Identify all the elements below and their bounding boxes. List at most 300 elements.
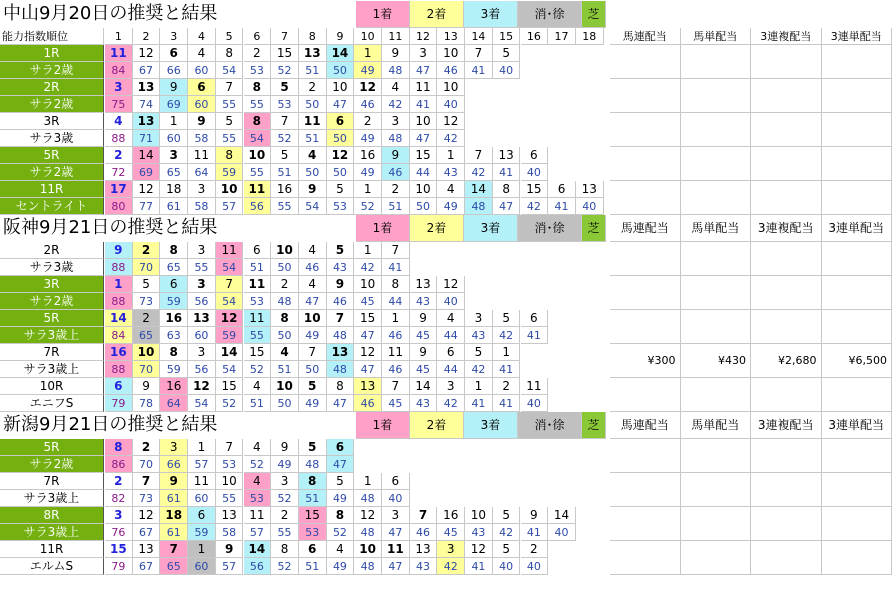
index-value: 65	[160, 259, 188, 276]
horse-number: 11	[299, 113, 327, 130]
index-value: 71	[133, 130, 161, 147]
payout-value	[610, 45, 681, 79]
race-class: サラ2歳	[0, 164, 104, 181]
horse-number: 6	[548, 181, 576, 198]
index-value: 46	[299, 259, 327, 276]
legend-2: 2着	[410, 412, 464, 439]
index-value: 53	[271, 96, 299, 113]
race-number[interactable]: 5R	[0, 439, 104, 456]
index-value: 66	[160, 456, 188, 473]
index-value: 55	[188, 259, 216, 276]
index-value: 43	[410, 558, 438, 575]
payout-value	[751, 310, 822, 344]
payout-value	[610, 276, 681, 310]
rank-header-18: 18	[576, 28, 604, 45]
index-value: 84	[105, 62, 133, 79]
index-value: 47	[327, 395, 355, 412]
rank-header-7: 7	[271, 28, 299, 45]
index-value: 48	[382, 62, 410, 79]
horse-number: 16	[105, 344, 133, 361]
payout-value	[610, 541, 681, 575]
index-value: 88	[105, 293, 133, 310]
index-value: 51	[244, 395, 272, 412]
index-value: 88	[105, 361, 133, 378]
rank-header-8: 8	[299, 28, 327, 45]
race-class: サラ3歳	[0, 259, 104, 276]
index-value: 60	[188, 96, 216, 113]
index-value: 42	[493, 327, 521, 344]
horse-number: 2	[299, 79, 327, 96]
index-value: 46	[382, 327, 410, 344]
payout-value	[751, 473, 822, 507]
legend-5: 芝	[582, 1, 606, 28]
horse-number: 10	[437, 79, 465, 96]
payout-value	[681, 113, 752, 147]
horse-number: 6	[521, 310, 549, 327]
horse-number: 14	[133, 147, 161, 164]
horse-number: 6	[327, 113, 355, 130]
index-value: 52	[216, 395, 244, 412]
index-value: 47	[382, 524, 410, 541]
index-value: 41	[410, 96, 438, 113]
rank-header-6: 6	[244, 28, 272, 45]
payout-value	[610, 79, 681, 113]
index-value: 46	[327, 293, 355, 310]
index-value: 69	[160, 96, 188, 113]
index-value: 45	[410, 361, 438, 378]
horse-number: 12	[354, 344, 382, 361]
horse-number: 11	[105, 45, 133, 62]
horse-number: 5	[465, 344, 493, 361]
horse-number: 15	[244, 344, 272, 361]
index-value: 60	[160, 130, 188, 147]
horse-number: 5	[327, 181, 355, 198]
index-value: 40	[521, 558, 549, 575]
index-value: 41	[465, 395, 493, 412]
index-value: 64	[188, 164, 216, 181]
index-value: 42	[437, 130, 465, 147]
index-value: 60	[188, 327, 216, 344]
race-number[interactable]: 8R	[0, 507, 104, 524]
race-class: セントライト	[0, 198, 104, 215]
index-value: 73	[133, 293, 161, 310]
index-value: 48	[354, 490, 382, 507]
horse-number: 14	[327, 45, 355, 62]
index-value: 47	[410, 62, 438, 79]
index-value: 79	[105, 395, 133, 412]
index-value: 54	[216, 259, 244, 276]
race-number[interactable]: 7R	[0, 344, 104, 361]
horse-number: 13	[576, 181, 604, 198]
payout-header-1: 馬連配当	[610, 215, 681, 242]
index-value: 53	[244, 490, 272, 507]
horse-number: 5	[327, 473, 355, 490]
race-number[interactable]: 1R	[0, 45, 104, 62]
horse-number: 5	[493, 507, 521, 524]
payout-value: ¥430	[681, 344, 752, 378]
horse-number: 9	[216, 541, 244, 558]
horse-number: 1	[188, 541, 216, 558]
race-number[interactable]: 5R	[0, 147, 104, 164]
rank-header-14: 14	[465, 28, 493, 45]
race-number[interactable]: 7R	[0, 473, 104, 490]
horse-number: 4	[299, 242, 327, 259]
payout-value	[822, 242, 893, 276]
payout-value	[610, 507, 681, 541]
horse-number: 13	[354, 378, 382, 395]
index-value: 55	[244, 327, 272, 344]
legend-4: 消･徐	[518, 1, 582, 28]
race-class: サラ2歳	[0, 96, 104, 113]
horse-number: 1	[354, 181, 382, 198]
horse-number: 6	[188, 507, 216, 524]
payout-value: ¥2,680	[751, 344, 822, 378]
payout-header-4: 3連単配当	[822, 412, 893, 439]
horse-number: 14	[548, 507, 576, 524]
horse-number: 13	[410, 276, 438, 293]
index-value: 53	[327, 198, 355, 215]
legend-3: 3着	[464, 412, 518, 439]
legend-1: 1着	[356, 412, 410, 439]
horse-number: 7	[133, 473, 161, 490]
horse-number: 13	[410, 541, 438, 558]
index-value: 52	[354, 198, 382, 215]
index-value: 88	[105, 130, 133, 147]
legend-3: 3着	[464, 215, 518, 242]
payout-header-4: 3連単配当	[822, 215, 893, 242]
index-value: 50	[299, 164, 327, 181]
horse-number: 10	[327, 79, 355, 96]
horse-number: 10	[354, 541, 382, 558]
race-class: サラ2歳	[0, 62, 104, 79]
index-value: 51	[299, 130, 327, 147]
horse-number: 12	[354, 79, 382, 96]
payout-value	[681, 242, 752, 276]
horse-number: 9	[188, 113, 216, 130]
index-value: 46	[382, 164, 410, 181]
horse-number: 4	[437, 310, 465, 327]
index-value: 48	[382, 130, 410, 147]
horse-number: 16	[437, 507, 465, 524]
horse-number: 8	[271, 541, 299, 558]
index-value: 49	[271, 456, 299, 473]
index-value: 52	[271, 130, 299, 147]
index-value: 45	[437, 524, 465, 541]
horse-number: 7	[382, 378, 410, 395]
payout-value	[610, 473, 681, 507]
index-value: 53	[244, 62, 272, 79]
index-value: 49	[437, 198, 465, 215]
horse-number: 11	[244, 310, 272, 327]
index-value: 76	[105, 524, 133, 541]
index-value: 42	[437, 395, 465, 412]
payout-value	[822, 181, 893, 215]
index-value: 50	[327, 62, 355, 79]
index-value: 47	[493, 198, 521, 215]
legend-1: 1着	[356, 215, 410, 242]
horse-number: 2	[105, 147, 133, 164]
legend-5: 芝	[582, 412, 606, 439]
horse-number: 1	[382, 310, 410, 327]
payout-header-2: 馬単配当	[681, 28, 752, 45]
index-value: 44	[437, 361, 465, 378]
horse-number: 8	[271, 310, 299, 327]
horse-number: 10	[216, 181, 244, 198]
index-value: 59	[216, 164, 244, 181]
horse-number: 1	[105, 276, 133, 293]
horse-number: 8	[160, 344, 188, 361]
race-number[interactable]: 3R	[0, 113, 104, 130]
index-value: 55	[216, 490, 244, 507]
horse-number: 1	[354, 242, 382, 259]
index-value: 53	[216, 456, 244, 473]
index-value: 42	[354, 259, 382, 276]
horse-number: 9	[105, 242, 133, 259]
horse-number: 10	[410, 181, 438, 198]
index-value: 58	[188, 130, 216, 147]
horse-number: 7	[465, 45, 493, 62]
rank-header-11: 11	[382, 28, 410, 45]
index-value: 46	[382, 361, 410, 378]
horse-number: 16	[160, 378, 188, 395]
horse-number: 1	[465, 378, 493, 395]
horse-number: 8	[382, 276, 410, 293]
rank-header-4: 4	[188, 28, 216, 45]
index-value: 41	[548, 198, 576, 215]
index-value: 41	[493, 361, 521, 378]
index-value: 53	[299, 524, 327, 541]
index-value: 50	[299, 96, 327, 113]
index-value: 43	[410, 395, 438, 412]
legend-4: 消･徐	[518, 215, 582, 242]
payout-value: ¥300	[610, 344, 681, 378]
payout-value	[751, 79, 822, 113]
horse-number: 4	[271, 344, 299, 361]
horse-number: 5	[493, 310, 521, 327]
rank-header-13: 13	[437, 28, 465, 45]
rank-header-3: 3	[160, 28, 188, 45]
horse-number: 4	[327, 541, 355, 558]
horse-number: 1	[437, 147, 465, 164]
horse-number: 3	[105, 79, 133, 96]
horse-number: 14	[465, 181, 493, 198]
index-value: 48	[354, 558, 382, 575]
race-number[interactable]: 2R	[0, 242, 104, 259]
index-value: 60	[188, 558, 216, 575]
horse-number: 7	[271, 113, 299, 130]
index-value: 82	[105, 490, 133, 507]
index-value: 55	[216, 96, 244, 113]
index-value: 50	[327, 164, 355, 181]
horse-number: 8	[105, 439, 133, 456]
index-value: 49	[327, 558, 355, 575]
horse-number: 8	[244, 113, 272, 130]
horse-number: 11	[382, 541, 410, 558]
race-number[interactable]: 2R	[0, 79, 104, 96]
index-value: 59	[160, 293, 188, 310]
horse-number: 8	[160, 242, 188, 259]
horse-number: 1	[160, 113, 188, 130]
payout-header-1: 馬連配当	[610, 412, 681, 439]
index-value: 41	[493, 395, 521, 412]
index-value: 63	[160, 327, 188, 344]
index-value: 40	[576, 198, 604, 215]
race-number[interactable]: 5R	[0, 310, 104, 327]
horse-number: 4	[105, 113, 133, 130]
horse-number: 1	[354, 473, 382, 490]
horse-number: 3	[382, 113, 410, 130]
payout-value	[822, 507, 893, 541]
race-number[interactable]: 11R	[0, 541, 104, 558]
payout-value	[822, 541, 893, 575]
index-value: 88	[105, 259, 133, 276]
horse-number: 15	[299, 507, 327, 524]
horse-number: 14	[105, 310, 133, 327]
horse-number: 5	[271, 79, 299, 96]
index-value: 55	[216, 130, 244, 147]
horse-number: 4	[299, 147, 327, 164]
horse-number: 10	[465, 507, 493, 524]
index-value: 52	[244, 456, 272, 473]
index-value: 55	[271, 524, 299, 541]
index-value: 53	[244, 293, 272, 310]
index-value: 54	[188, 395, 216, 412]
index-value: 78	[133, 395, 161, 412]
horse-number: 11	[521, 378, 549, 395]
horse-number: 2	[382, 181, 410, 198]
index-value: 42	[382, 96, 410, 113]
index-value: 86	[105, 456, 133, 473]
horse-number: 2	[354, 113, 382, 130]
index-value: 70	[133, 456, 161, 473]
section-title: 阪神9月21日の推奨と結果	[3, 217, 218, 238]
index-value: 51	[271, 361, 299, 378]
index-value: 51	[271, 164, 299, 181]
horse-number: 15	[271, 45, 299, 62]
payout-value	[751, 507, 822, 541]
horse-number: 17	[105, 181, 133, 198]
payout-value: ¥6,500	[822, 344, 893, 378]
index-value: 56	[244, 198, 272, 215]
index-value: 46	[410, 524, 438, 541]
rank-header-12: 12	[410, 28, 438, 45]
horse-number: 9	[160, 79, 188, 96]
index-value: 46	[354, 96, 382, 113]
horse-number: 10	[216, 473, 244, 490]
horse-number: 3	[105, 507, 133, 524]
index-value: 54	[244, 130, 272, 147]
index-value: 52	[271, 558, 299, 575]
section-title: 中山9月20日の推奨と結果	[3, 3, 218, 24]
index-value: 41	[465, 62, 493, 79]
horse-number: 9	[327, 276, 355, 293]
index-value: 50	[327, 130, 355, 147]
index-value: 55	[271, 198, 299, 215]
race-class: サラ3歳	[0, 130, 104, 147]
index-value: 60	[188, 490, 216, 507]
horse-number: 15	[410, 147, 438, 164]
index-value: 41	[382, 259, 410, 276]
payout-header-3: 3連複配当	[751, 215, 822, 242]
rank-header-2: 2	[133, 28, 161, 45]
horse-number: 13	[188, 310, 216, 327]
index-value: 43	[465, 327, 493, 344]
horse-number: 12	[327, 147, 355, 164]
horse-number: 3	[188, 276, 216, 293]
horse-number: 16	[354, 147, 382, 164]
horse-number: 9	[299, 181, 327, 198]
horse-number: 7	[216, 439, 244, 456]
horse-number: 15	[216, 378, 244, 395]
rank-header-5: 5	[216, 28, 244, 45]
horse-number: 9	[382, 147, 410, 164]
payout-value	[751, 181, 822, 215]
horse-number: 3	[382, 507, 410, 524]
index-value: 43	[327, 259, 355, 276]
horse-number: 8	[299, 473, 327, 490]
payout-value	[681, 507, 752, 541]
index-value: 70	[133, 361, 161, 378]
payout-value	[681, 181, 752, 215]
horse-number: 10	[271, 378, 299, 395]
horse-number: 9	[410, 310, 438, 327]
horse-number: 4	[437, 181, 465, 198]
horse-number: 11	[188, 147, 216, 164]
horse-number: 13	[299, 45, 327, 62]
index-value: 59	[160, 361, 188, 378]
horse-number: 10	[410, 113, 438, 130]
horse-number: 4	[188, 45, 216, 62]
race-number[interactable]: 11R	[0, 181, 104, 198]
index-value: 49	[354, 130, 382, 147]
horse-number: 13	[493, 147, 521, 164]
horse-number: 7	[160, 541, 188, 558]
index-value: 48	[327, 327, 355, 344]
index-value: 52	[244, 361, 272, 378]
payout-header-2: 馬単配当	[681, 215, 752, 242]
horse-number: 11	[188, 473, 216, 490]
horse-number: 2	[105, 473, 133, 490]
index-value: 47	[382, 558, 410, 575]
index-value: 59	[216, 327, 244, 344]
index-value: 54	[299, 198, 327, 215]
index-value: 44	[437, 327, 465, 344]
race-number[interactable]: 10R	[0, 378, 104, 395]
race-number[interactable]: 3R	[0, 276, 104, 293]
horse-number: 12	[354, 507, 382, 524]
horse-number: 12	[437, 113, 465, 130]
horse-number: 7	[216, 276, 244, 293]
index-value: 40	[437, 293, 465, 310]
payout-value	[681, 310, 752, 344]
index-value: 40	[521, 395, 549, 412]
index-value: 61	[160, 524, 188, 541]
legend-5: 芝	[582, 215, 606, 242]
horse-number: 5	[299, 439, 327, 456]
horse-number: 11	[244, 507, 272, 524]
index-value: 40	[493, 558, 521, 575]
horse-number: 12	[188, 378, 216, 395]
index-value: 52	[271, 62, 299, 79]
legend-2: 2着	[410, 1, 464, 28]
horse-number: 10	[437, 45, 465, 62]
horse-number: 16	[160, 310, 188, 327]
horse-number: 3	[188, 242, 216, 259]
legend-2: 2着	[410, 215, 464, 242]
index-value: 40	[382, 490, 410, 507]
horse-number: 9	[133, 378, 161, 395]
index-value: 48	[271, 293, 299, 310]
